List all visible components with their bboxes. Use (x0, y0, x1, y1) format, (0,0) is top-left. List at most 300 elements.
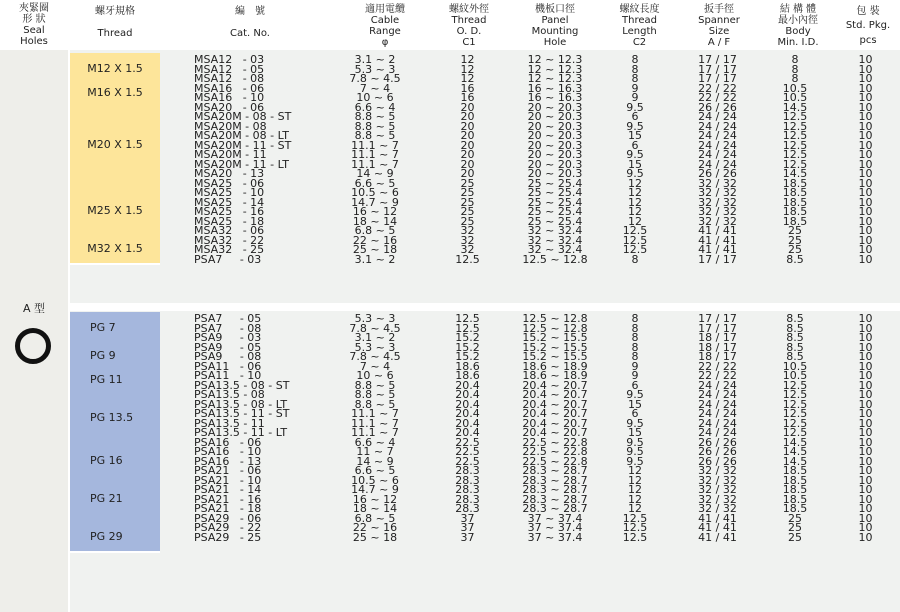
panel-hole-cell: 16 ~ 16.3 (527, 91, 583, 104)
header-cable-en1: Cable (370, 15, 400, 26)
table-row (0, 492, 900, 506)
panel-hole-cell: 25 ~ 25.4 (527, 186, 583, 199)
thread-length-cell: 12 (628, 502, 642, 515)
cable-range-cell: 11.1 ~ 7 (351, 407, 399, 420)
header-od-zh: 螺紋外徑 (449, 4, 489, 15)
table-row (0, 195, 900, 209)
header-pkg (836, 0, 900, 50)
std-pkg-cell: 10 (858, 454, 873, 468)
table-row (0, 504, 900, 514)
body-min-id-cell: 25 (788, 521, 802, 534)
panel-hole-cell: 25 ~ 25.4 (527, 214, 583, 228)
thread-length-cell: 8 (631, 53, 639, 66)
table-row (0, 100, 900, 114)
thread-od-cell: 20 (460, 110, 475, 123)
cable-range-cell: 14 ~ 9 (356, 167, 394, 180)
header-spanner-en1: Spanner (698, 15, 740, 26)
thread-od-cell: 20 (460, 129, 475, 142)
header-body-en2: Min. I.D. (777, 37, 819, 48)
body-min-id-cell: 8.5 (786, 340, 804, 354)
body-min-id-cell: 8 (791, 53, 799, 66)
thread-od-cell: 20.4 (455, 426, 480, 439)
header-seal-en2: Holes (20, 36, 48, 47)
header-body-en1: Body (785, 26, 811, 37)
std-pkg-cell: 10 (858, 81, 873, 95)
table-row (0, 409, 900, 419)
thread-od-cell: 25 (460, 176, 475, 190)
cat-no-cell: MSA32 - 22 (194, 233, 265, 247)
spanner-size-cell: 32 / 32 (698, 205, 737, 218)
body-min-id-cell: 12.5 (782, 388, 808, 401)
thread-od-cell: 25 (460, 214, 475, 228)
thread-length-cell: 8 (631, 312, 639, 325)
header-spanner-zh: 扳手徑 (704, 4, 734, 15)
body-min-id-cell: 8 (791, 62, 799, 76)
body-min-id-cell: 8.5 (786, 350, 804, 363)
cat-no-cell: MSA32 - 25 (194, 243, 265, 256)
cable-range-cell: 16 ~ 12 (352, 492, 398, 506)
thread-length-cell: 8 (631, 62, 639, 76)
spanner-size-cell: 22 / 22 (698, 81, 737, 95)
body-min-id-cell: 10.5 (782, 369, 808, 382)
thread-length-cell: 9.5 (626, 148, 644, 161)
std-pkg-cell: 10 (858, 91, 873, 104)
spanner-size-cell: 32 / 32 (698, 483, 737, 496)
thread-od-cell: 28.3 (455, 502, 480, 515)
cat-no-cell: MSA16 - 06 (194, 81, 265, 95)
cable-range-cell: 5.3 ~ 3 (354, 312, 396, 325)
thread-spec-label: PG 21 (90, 491, 123, 505)
spanner-size-cell: 24 / 24 (698, 157, 737, 171)
cable-range-cell: 5.3 ~ 3 (354, 62, 396, 76)
std-pkg-cell: 10 (858, 388, 873, 401)
table-row (0, 321, 900, 335)
thread-od-cell: 20 (460, 138, 475, 152)
spanner-size-cell: 24 / 24 (698, 426, 737, 439)
spanner-size-cell: 26 / 26 (698, 445, 737, 458)
header-cable-en2: Range (369, 26, 401, 37)
header-pkg-en1: Std. Pkg. (845, 20, 891, 31)
body-min-id-cell: 12.5 (782, 129, 808, 142)
spanner-size-cell: 24 / 24 (698, 378, 737, 392)
header-od-en2: O. D. (456, 26, 482, 37)
std-pkg-cell: 10 (858, 72, 873, 85)
thread-od-cell: 12.5 (455, 321, 480, 335)
table-row (0, 233, 900, 247)
cat-no-cell: MSA20M - 08 (194, 119, 267, 133)
body-min-id-cell: 12.5 (782, 426, 808, 439)
cable-range-cell: 11 ~ 7 (356, 445, 394, 458)
spanner-size-cell: 24 / 24 (698, 416, 737, 430)
std-pkg-cell: 10 (858, 62, 873, 76)
thread-length-cell: 12.5 (622, 511, 648, 525)
thread-length-cell: 9 (631, 81, 639, 95)
cable-range-cell: 11.1 ~ 7 (351, 426, 399, 439)
table-row (0, 214, 900, 228)
body-min-id-cell: 12.5 (782, 378, 808, 392)
body-min-id-cell: 25 (788, 224, 802, 237)
thread-od-cell: 28.3 (455, 483, 480, 496)
cable-range-cell: 22 ~ 16 (352, 521, 398, 534)
thread-spec-label: M12 X 1.5 (87, 61, 143, 75)
thread-length-cell: 12 (628, 186, 642, 199)
body-min-id-cell: 12.5 (782, 416, 808, 430)
std-pkg-cell: 10 (858, 407, 873, 420)
thread-od-cell: 20.4 (455, 407, 480, 420)
std-pkg-cell: 10 (858, 100, 873, 114)
thread-length-cell: 12 (628, 492, 642, 506)
table-row (0, 62, 900, 76)
body-min-id-cell: 12.5 (782, 407, 808, 420)
thread-od-cell: 22.5 (455, 445, 480, 458)
cable-range-cell: 6.8 ~ 5 (354, 224, 396, 237)
table-row (0, 511, 900, 525)
thread-length-cell: 9.5 (626, 454, 644, 468)
panel-hole-cell: 28.3 ~ 28.7 (522, 464, 588, 477)
table-row (0, 74, 900, 84)
table-row (0, 226, 900, 236)
cat-no-cell: MSA20M - 11 - LT (194, 157, 289, 171)
thread-od-cell: 15.2 (455, 350, 480, 363)
cat-no-cell: MSA20 - 06 (194, 100, 265, 114)
spanner-size-cell: 32 / 32 (698, 176, 737, 190)
spanner-size-cell: 32 / 32 (698, 195, 737, 209)
table-row (0, 466, 900, 476)
thread-length-cell: 12 (628, 205, 642, 218)
cable-range-cell: 18 ~ 14 (352, 214, 398, 228)
thread-spec-label: PG 16 (90, 453, 123, 467)
panel-hole-cell: 37 ~ 37.4 (527, 530, 583, 544)
thread-od-cell: 25 (460, 195, 475, 209)
cat-no-cell: PSA16 - 10 (194, 445, 262, 458)
spanner-size-cell: 22 / 22 (698, 359, 737, 373)
thread-length-cell: 12.5 (622, 224, 648, 237)
thread-od-cell: 28.3 (455, 492, 480, 506)
cat-no-cell: MSA20M - 08 - ST (194, 110, 292, 123)
panel-hole-cell: 16 ~ 16.3 (527, 81, 583, 95)
thread-length-cell: 9.5 (626, 119, 644, 133)
panel-hole-cell: 20.4 ~ 20.7 (522, 397, 588, 411)
cable-range-cell: 6.6 ~ 4 (354, 100, 396, 114)
thread-length-cell: 9.5 (626, 445, 644, 458)
header-cable (340, 0, 430, 50)
spanner-size-cell: 41 / 41 (698, 521, 737, 534)
thread-od-cell: 12 (460, 62, 475, 76)
body-min-id-cell: 12.5 (782, 148, 808, 161)
table-row (0, 93, 900, 103)
thread-od-cell: 20 (460, 148, 475, 161)
std-pkg-cell: 10 (858, 252, 873, 266)
body-min-id-cell: 18.5 (782, 483, 808, 496)
panel-hole-cell: 25 ~ 25.4 (527, 176, 583, 190)
spanner-size-cell: 32 / 32 (698, 502, 737, 515)
cable-range-cell: 10 ~ 6 (356, 91, 394, 104)
thread-od-cell: 20 (460, 100, 475, 114)
thread-od-cell: 37 (460, 511, 475, 525)
std-pkg-cell: 10 (858, 521, 873, 534)
table-row (0, 169, 900, 179)
panel-hole-cell: 18.6 ~ 18.9 (522, 369, 588, 382)
body-min-id-cell: 18.5 (782, 473, 808, 487)
body-min-id-cell: 18.5 (782, 186, 808, 199)
cat-no-cell: MSA20M - 11 - ST (194, 138, 292, 152)
cat-no-cell: MSA20M - 08 - LT (194, 129, 289, 142)
thread-length-cell: 12 (628, 483, 642, 496)
cable-range-cell: 6.8 ~ 5 (354, 511, 396, 525)
cat-no-cell: PSA13.5 - 08 (194, 388, 265, 401)
std-pkg-cell: 10 (858, 340, 873, 354)
std-pkg-cell: 10 (858, 176, 873, 190)
cat-no-cell: PSA21 - 18 (194, 502, 262, 515)
table-row (0, 55, 900, 65)
std-pkg-cell: 10 (858, 369, 873, 382)
cable-range-cell: 8.8 ~ 5 (354, 378, 396, 392)
thread-length-cell: 9.5 (626, 435, 644, 449)
header-pkg-zh: 包 裝 (856, 6, 880, 17)
thread-spec-label: PG 11 (90, 373, 123, 386)
header-panel-en3: Hole (543, 37, 567, 48)
thread-length-cell: 6 (631, 378, 639, 392)
cat-no-cell: MSA25 - 16 (194, 205, 265, 218)
std-pkg-cell: 10 (858, 416, 873, 430)
body-min-id-cell: 8.5 (786, 331, 804, 344)
table-row (0, 435, 900, 449)
std-pkg-cell: 10 (858, 205, 873, 218)
cable-range-cell: 10 ~ 6 (356, 369, 394, 382)
header-panel (505, 0, 605, 50)
thread-spec-label: PG 29 (90, 529, 123, 543)
cable-range-cell: 7.8 ~ 4.5 (349, 350, 401, 363)
panel-hole-cell: 22.5 ~ 22.8 (522, 454, 588, 468)
body-min-id-cell: 10.5 (782, 91, 808, 104)
thread-length-cell: 15 (628, 157, 642, 171)
panel-hole-cell: 20 ~ 20.3 (527, 138, 583, 152)
cat-no-cell: PSA21 - 14 (194, 483, 262, 496)
body-min-id-cell: 14.5 (782, 454, 808, 468)
thread-spec-label: M25 X 1.5 (87, 204, 143, 218)
cat-no-cell: MSA25 - 18 (194, 214, 265, 228)
cat-no-cell: PSA9 - 05 (194, 340, 262, 354)
table-row (0, 245, 900, 255)
cable-range-cell: 10.5 ~ 6 (351, 473, 399, 487)
panel-hole-cell: 28.3 ~ 28.7 (522, 473, 588, 487)
std-pkg-cell: 10 (858, 511, 873, 525)
table-row (0, 207, 900, 217)
std-pkg-cell: 10 (858, 157, 873, 171)
cable-range-cell: 11.1 ~ 7 (351, 157, 399, 171)
cat-no-cell: MSA20M - 11 (194, 148, 267, 161)
header-cable-zh: 適用電纜 (365, 4, 405, 15)
body-min-id-cell: 8 (791, 72, 799, 85)
cat-no-cell: PSA7 - 05 (194, 312, 262, 325)
thread-od-cell: 12 (460, 53, 475, 66)
panel-hole-cell: 37 ~ 37.4 (527, 521, 583, 534)
spanner-size-cell: 17 / 17 (698, 72, 737, 85)
spanner-size-cell: 18 / 17 (698, 331, 737, 344)
body-min-id-cell: 25 (788, 530, 802, 544)
spanner-size-cell: 41 / 41 (698, 511, 737, 525)
std-pkg-cell: 10 (858, 167, 873, 180)
panel-hole-cell: 25 ~ 25.4 (527, 205, 583, 218)
thread-length-cell: 6 (631, 138, 639, 152)
body-min-id-cell: 18.5 (782, 195, 808, 209)
header-pkg-en2: pcs (859, 35, 877, 46)
spanner-size-cell: 17 / 17 (698, 62, 737, 76)
cable-range-cell: 22 ~ 16 (352, 233, 398, 247)
std-pkg-cell: 10 (858, 110, 873, 123)
cat-no-cell: PSA16 - 13 (194, 454, 262, 468)
thread-length-cell: 6 (631, 110, 639, 123)
table-row (0, 333, 900, 343)
std-pkg-cell: 10 (858, 148, 873, 161)
spanner-size-cell: 32 / 32 (698, 186, 737, 199)
thread-length-cell: 12 (628, 473, 642, 487)
thread-length-cell: 15 (628, 129, 642, 142)
body-min-id-cell: 8.5 (786, 312, 804, 325)
panel-hole-cell: 32 ~ 32.4 (527, 233, 583, 247)
header-body-zh: 結 構 體 (779, 4, 817, 15)
body-min-id-cell: 25 (788, 243, 802, 256)
thread-od-cell: 32 (460, 243, 475, 256)
spanner-size-cell: 26 / 26 (698, 100, 737, 114)
thread-length-cell: 9.5 (626, 388, 644, 401)
thread-length-cell: 9 (631, 91, 639, 104)
body-min-id-cell: 18.5 (782, 492, 808, 506)
cat-no-cell: PSA13.5 - 11 (194, 416, 265, 430)
spanner-size-cell: 41 / 41 (698, 530, 737, 544)
std-pkg-cell: 10 (858, 214, 873, 228)
header-spanner (676, 0, 762, 50)
header-cat-zh: 編 號 (235, 6, 265, 17)
panel-hole-cell: 20.4 ~ 20.7 (522, 416, 588, 430)
cable-range-cell: 3.1 ~ 2 (354, 53, 396, 66)
thread-od-cell: 20 (460, 167, 475, 180)
spanner-size-cell: 24 / 24 (698, 397, 737, 411)
header-spanner-en2: Size (708, 26, 730, 37)
panel-hole-cell: 22.5 ~ 22.8 (522, 435, 588, 449)
cat-no-cell: PSA29 - 25 (194, 530, 262, 544)
body-min-id-cell: 14.5 (782, 445, 808, 458)
panel-hole-cell: 28.3 ~ 28.7 (522, 483, 588, 496)
thread-spec-label: PG 13.5 (90, 411, 134, 424)
body-min-id-cell: 18.5 (782, 214, 808, 228)
body-min-id-cell: 18.5 (782, 502, 808, 515)
header-tlen-en2: Length (622, 26, 657, 37)
std-pkg-cell: 10 (858, 397, 873, 411)
thread-od-cell: 18.6 (455, 369, 480, 382)
cable-range-cell: 3.1 ~ 2 (354, 252, 396, 266)
header-spanner-sym: A / F (707, 37, 731, 48)
thread-od-cell: 28.3 (455, 464, 480, 477)
std-pkg-cell: 10 (858, 224, 873, 237)
table-row (0, 150, 900, 160)
header-cat-en: Cat. No. (230, 28, 270, 39)
body-min-id-cell: 18.5 (782, 205, 808, 218)
thread-length-cell: 9.5 (626, 416, 644, 430)
std-pkg-cell: 10 (858, 138, 873, 152)
cable-range-cell: 25 ~ 18 (352, 243, 398, 256)
table-row (0, 81, 900, 95)
cat-no-cell: PSA11 - 10 (194, 369, 262, 382)
panel-hole-cell: 12 ~ 12.3 (527, 72, 583, 85)
table-row (0, 157, 900, 171)
thread-length-cell: 15 (628, 426, 642, 439)
table-row (0, 428, 900, 438)
header-tlen (607, 0, 672, 50)
spanner-size-cell: 24 / 24 (698, 388, 737, 401)
thread-spec-label: PG 7 (90, 320, 116, 334)
spanner-size-cell: 24 / 24 (698, 138, 737, 152)
body-min-id-cell: 14.5 (782, 435, 808, 449)
panel-hole-cell: 15.2 ~ 15.5 (522, 340, 588, 354)
std-pkg-cell: 10 (858, 473, 873, 487)
table-row (0, 352, 900, 362)
thread-od-cell: 20 (460, 119, 475, 133)
std-pkg-cell: 10 (858, 445, 873, 458)
std-pkg-cell: 10 (858, 378, 873, 392)
cat-no-cell: MSA32 - 06 (194, 224, 265, 237)
thread-spec-label: M20 X 1.5 (87, 137, 143, 151)
thread-spec-label: M16 X 1.5 (87, 85, 143, 99)
thread-length-cell: 8 (631, 72, 639, 85)
cat-no-cell: PSA21 - 10 (194, 473, 262, 487)
cat-no-cell: MSA25 - 14 (194, 195, 265, 209)
std-pkg-cell: 10 (858, 53, 873, 66)
panel-hole-cell: 22.5 ~ 22.8 (522, 445, 588, 458)
header-panel-zh: 機板口徑 (535, 4, 575, 15)
spanner-size-cell: 32 / 32 (698, 473, 737, 487)
thread-length-cell: 12 (628, 214, 642, 228)
body-min-id-cell: 12.5 (782, 119, 808, 133)
cable-range-cell: 7 ~ 4 (359, 359, 391, 373)
header-panel-en1: Panel (541, 15, 569, 26)
thread-length-cell: 9.5 (626, 100, 644, 114)
body-min-id-cell: 12.5 (782, 157, 808, 171)
thread-od-cell: 20.4 (455, 397, 480, 411)
cable-range-cell: 7 ~ 4 (359, 81, 391, 95)
thread-od-cell: 32 (460, 224, 475, 237)
panel-hole-cell: 20 ~ 20.3 (527, 157, 583, 171)
table-row (0, 119, 900, 133)
std-pkg-cell: 10 (858, 426, 873, 439)
cable-range-cell: 8.8 ~ 5 (354, 119, 396, 133)
table-row (0, 390, 900, 400)
body-min-id-cell: 10.5 (782, 359, 808, 373)
body-min-id-cell: 8.5 (786, 252, 804, 266)
cable-range-cell: 8.8 ~ 5 (354, 129, 396, 142)
spanner-size-cell: 24 / 24 (698, 148, 737, 161)
header-cable-sym: φ (381, 37, 389, 48)
spanner-size-cell: 32 / 32 (698, 214, 737, 228)
std-pkg-cell: 10 (858, 195, 873, 209)
spanner-size-cell: 24 / 24 (698, 407, 737, 420)
spanner-size-cell: 18 / 17 (698, 340, 737, 354)
header-od (434, 0, 504, 50)
table-row (0, 473, 900, 487)
cat-no-cell: PSA29 - 06 (194, 511, 262, 525)
cat-no-cell: PSA29 - 22 (194, 521, 262, 534)
panel-hole-cell: 12 ~ 12.3 (527, 62, 583, 76)
spanner-size-cell: 24 / 24 (698, 110, 737, 123)
thread-spec-label: M32 X 1.5 (87, 242, 143, 256)
spanner-size-cell: 41 / 41 (698, 224, 737, 237)
cable-range-cell: 16 ~ 12 (352, 205, 398, 218)
cat-no-cell: PSA21 - 16 (194, 492, 262, 506)
thread-od-cell: 22.5 (455, 435, 480, 449)
panel-hole-cell: 32 ~ 32.4 (527, 243, 583, 256)
section-gap (70, 303, 900, 311)
thread-length-cell: 8 (631, 350, 639, 363)
